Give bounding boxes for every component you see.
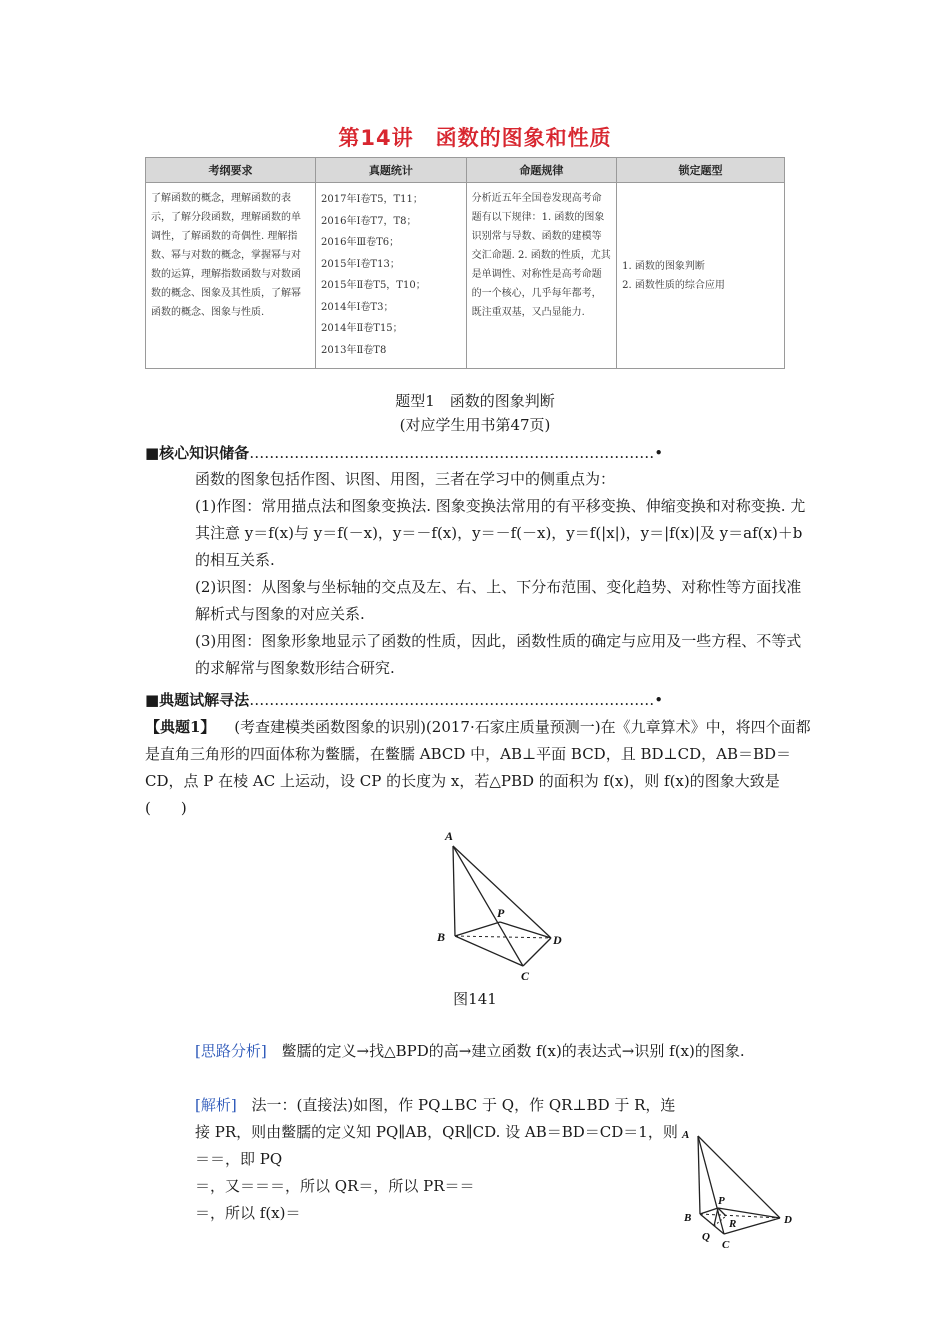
- vertex-label-p: P: [497, 906, 505, 920]
- solution-label: [解析]: [195, 1096, 237, 1114]
- stat-item: 2014年Ⅰ卷T3；: [321, 301, 394, 313]
- table-header: 锁定题型: [617, 158, 785, 183]
- core-point-3: (3)用图：图象形象地显示了函数的性质，因此，函数性质的确定与应用及一些方程、不等式的求解常与图象数形结合研究.: [195, 632, 802, 677]
- core-point-1: (1)作图：常用描点法和图象变换法. 图象变换法常用的有平移变换、伸缩变换和对称变换. 尤其注意 y＝f(x)与 y＝f(－x)，y＝－f(x)，y＝－f(－x)，y＝f(|x|)，y＝|f(x)|及 y＝af(x)＋b 的相互关系.: [195, 497, 806, 569]
- stat-item: 2014年Ⅱ卷T15；: [321, 323, 403, 334]
- vertex-label-b: B: [437, 930, 446, 944]
- example-1: [145, 714, 815, 822]
- vertex-label-a: A: [682, 1129, 690, 1141]
- overview-table: [145, 157, 785, 369]
- vertex-label-r: R: [729, 1218, 737, 1230]
- section-title: 题型1 函数的图象判断: [395, 392, 555, 410]
- type-item: 1. 函数的图象判断: [622, 260, 705, 272]
- solution-paragraph: [195, 1092, 685, 1227]
- example-header: [145, 689, 785, 710]
- core-knowledge-header: [145, 442, 785, 463]
- tetrahedron-figure: [425, 826, 575, 986]
- core-intro: 函数的图象包括作图、识图、用图，三者在学习中的侧重点为：: [195, 470, 616, 488]
- vertex-label-q: Q: [702, 1231, 710, 1243]
- vertex-label-a: A: [445, 829, 454, 843]
- vertex-label-b: B: [684, 1212, 692, 1224]
- example-header-label: ■典题试解寻法: [145, 691, 250, 709]
- solution-line-2: ＝，又＝＝＝，所以 QR＝，所以 PR＝＝: [195, 1177, 475, 1195]
- analysis-label: [思路分析]: [195, 1042, 267, 1060]
- leader-dots: ………………………………………………………………………•: [249, 444, 664, 462]
- vertex-label-p: P: [718, 1195, 725, 1207]
- analysis-paragraph: [195, 1038, 815, 1065]
- stat-item: 2017年Ⅰ卷T5，T11；: [321, 194, 423, 205]
- stat-item: 2016年Ⅰ卷T7，T8；: [321, 215, 417, 227]
- vertex-label-d: D: [553, 933, 562, 947]
- stat-item: 2015年Ⅱ卷T5，T10；: [321, 280, 426, 291]
- vertex-label-c: C: [521, 969, 530, 983]
- table-header: 命题规律: [466, 158, 616, 183]
- type-item: 2. 函数性质的综合应用: [622, 279, 725, 291]
- vertex-label-d: D: [784, 1214, 792, 1226]
- solution-line-3: ＝，所以 f(x)＝: [195, 1204, 301, 1222]
- stat-item: 2016年Ⅲ卷T6；: [321, 237, 400, 248]
- table-header: 真题统计: [316, 158, 467, 183]
- stats-cell: [316, 183, 467, 369]
- example-text: (考查建模类函数图象的识别)(2017·石家庄质量预测一)在《九章算术》中，将四个面都是直角三角形的四面体称为鳖臑，在鳖臑 ABCD 中，AB⊥平面 BCD，且 BD⊥CD，AB＝BD＝CD，点 P 在棱 AC 上运动，设 CP 的长度为 x，若△PBD 的面积为 f(x)，则 f(x)的图象大致是( ): [145, 718, 811, 817]
- figure-caption: 图141: [453, 990, 497, 1008]
- core-knowledge-label: ■核心知识储备: [145, 444, 250, 462]
- tetrahedron-auxiliary-figure: [680, 1124, 805, 1254]
- example-label: 【典题1】: [145, 718, 216, 736]
- types-cell: [617, 183, 785, 369]
- table-header: 考纲要求: [146, 158, 316, 183]
- stat-item: 2013年Ⅱ卷T8: [321, 344, 387, 356]
- requirements-cell: 了解函数的概念，理解函数的表示，了解分段函数，理解函数的单调性，了解函数的奇偶性. 理解指数、幂与对数的概念，掌握幂与对数的运算，理解指数函数与对数函数的概念、图象及其性质，了解幂函数的概念、图象与性质.: [146, 183, 316, 369]
- solution-text: 法一：(直接法)如图，作 PQ⊥BC 于 Q，作 QR⊥BD 于 R，连接 PR，则由鳖臑的定义知 PQ∥AB，QR∥CD. 设 AB＝BD＝CD＝1，则＝＝，即 PQ: [195, 1096, 678, 1168]
- page-title: 第14讲 函数的图象和性质: [338, 126, 612, 150]
- analysis-text: 鳖臑的定义→找△BPD的高→建立函数 f(x)的表达式→识别 f(x)的图象.: [281, 1042, 745, 1060]
- stat-item: 2015年Ⅰ卷T13；: [321, 258, 400, 270]
- core-point-2: (2)识图：从图象与坐标轴的交点及左、右、上、下分布范围、变化趋势、对称性等方面找准解析式与图象的对应关系.: [195, 578, 802, 623]
- section-subtitle: (对应学生用书第47页): [399, 416, 551, 434]
- rules-cell: 分析近五年全国卷发现高考命题有以下规律：1. 函数的图象识别常与导数、函数的建模等交汇命题. 2. 函数的性质，尤其是单调性、对称性是高考命题的一个核心，几乎每年都考，既注重双基，又凸显能力.: [466, 183, 616, 369]
- vertex-label-c: C: [722, 1239, 730, 1251]
- leader-dots: ………………………………………………………………………•: [249, 691, 664, 709]
